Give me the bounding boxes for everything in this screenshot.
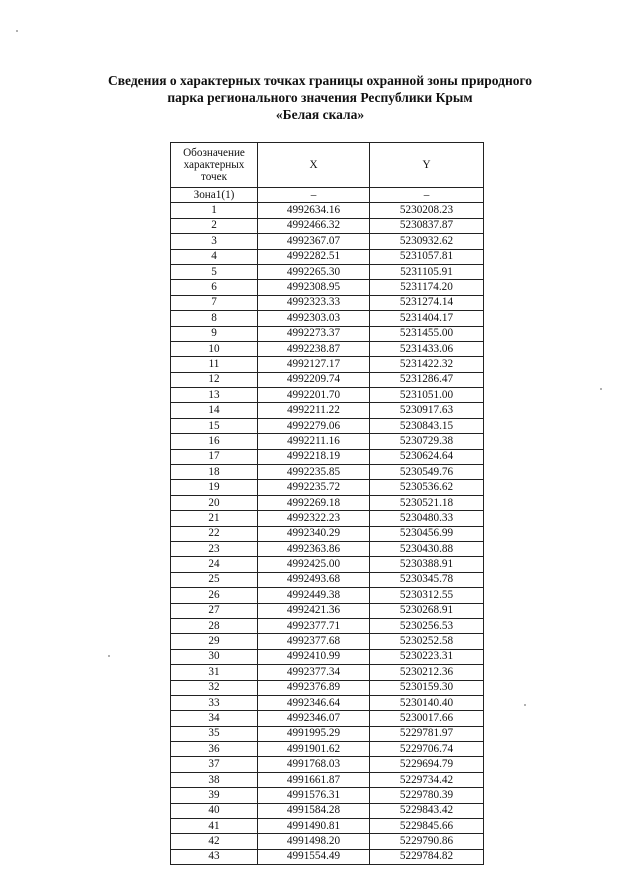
y-cell: 5231105.91: [370, 264, 484, 279]
x-cell: 4992363.86: [258, 541, 370, 556]
x-cell: 4992376.89: [258, 680, 370, 695]
table-row: [171, 557, 484, 572]
y-cell: 5230536.62: [370, 480, 484, 495]
y-cell: 5230480.33: [370, 511, 484, 526]
y-cell: 5230843.15: [370, 418, 484, 433]
x-cell: 4992209.74: [258, 372, 370, 387]
y-cell: 5230268.91: [370, 603, 484, 618]
y-cell: 5230252.58: [370, 634, 484, 649]
y-cell: 5231404.17: [370, 311, 484, 326]
y-cell: 5229694.79: [370, 757, 484, 772]
table-row: [171, 357, 484, 372]
x-cell: 4992322.23: [258, 511, 370, 526]
x-cell: 4992377.71: [258, 618, 370, 633]
y-cell: 5230256.53: [370, 618, 484, 633]
x-cell: 4992273.37: [258, 326, 370, 341]
table-row: [171, 434, 484, 449]
y-cell: 5230140.40: [370, 695, 484, 710]
point-cell: 21: [171, 511, 258, 526]
point-cell: 29: [171, 634, 258, 649]
table-row: [171, 711, 484, 726]
point-cell: 9: [171, 326, 258, 341]
header-x: X: [258, 143, 370, 188]
table-row: [171, 311, 484, 326]
point-cell: 15: [171, 418, 258, 433]
table-row: [171, 449, 484, 464]
table-row: [171, 803, 484, 818]
y-cell: 5231455.00: [370, 326, 484, 341]
point-cell: 30: [171, 649, 258, 664]
point-cell: 14: [171, 403, 258, 418]
point-cell: 13: [171, 388, 258, 403]
x-cell: 4991995.29: [258, 726, 370, 741]
x-cell: 4992410.99: [258, 649, 370, 664]
scan-speck: [16, 30, 18, 32]
table-row: [171, 526, 484, 541]
x-cell: 4992269.18: [258, 495, 370, 510]
point-cell: 37: [171, 757, 258, 772]
point-cell: 16: [171, 434, 258, 449]
y-cell: 5229780.39: [370, 788, 484, 803]
table-row: [171, 680, 484, 695]
zone-label: Зона1(1): [171, 188, 258, 203]
y-cell: 5231433.06: [370, 341, 484, 356]
table-row: [171, 665, 484, 680]
table-row: [171, 341, 484, 356]
y-cell: 5230159.30: [370, 680, 484, 695]
coordinates-table: [170, 142, 484, 865]
point-cell: 25: [171, 572, 258, 587]
x-cell: 4992340.29: [258, 526, 370, 541]
table-row: [171, 634, 484, 649]
point-cell: 32: [171, 680, 258, 695]
table-row: [171, 572, 484, 587]
table-row: [171, 603, 484, 618]
point-cell: 40: [171, 803, 258, 818]
point-cell: 3: [171, 234, 258, 249]
y-cell: 5229843.42: [370, 803, 484, 818]
point-cell: 17: [171, 449, 258, 464]
table-row: [171, 742, 484, 757]
y-cell: 5229845.66: [370, 819, 484, 834]
x-cell: 4992377.68: [258, 634, 370, 649]
y-cell: 5231174.20: [370, 280, 484, 295]
table-row: [171, 819, 484, 834]
point-cell: 12: [171, 372, 258, 387]
y-cell: 5230388.91: [370, 557, 484, 572]
table-row: [171, 388, 484, 403]
y-cell: 5230456.99: [370, 526, 484, 541]
y-cell: 5231422.32: [370, 357, 484, 372]
table-row: [171, 218, 484, 233]
point-cell: 36: [171, 742, 258, 757]
table-row: [171, 649, 484, 664]
x-cell: 4992211.22: [258, 403, 370, 418]
x-cell: 4992282.51: [258, 249, 370, 264]
zone-y: –: [370, 188, 484, 203]
y-cell: 5230837.87: [370, 218, 484, 233]
point-cell: 28: [171, 618, 258, 633]
table-row: [171, 234, 484, 249]
header-point: Обозначение характерных точек: [171, 143, 258, 188]
x-cell: 4992218.19: [258, 449, 370, 464]
point-cell: 5: [171, 264, 258, 279]
table-row: [171, 249, 484, 264]
y-cell: 5230917.63: [370, 403, 484, 418]
scan-speck: [600, 388, 602, 390]
point-cell: 24: [171, 557, 258, 572]
header-y: Y: [370, 143, 484, 188]
x-cell: 4992346.07: [258, 711, 370, 726]
y-cell: 5230312.55: [370, 588, 484, 603]
x-cell: 4991498.20: [258, 834, 370, 849]
table-row: [171, 326, 484, 341]
table-row: [171, 280, 484, 295]
zone-row: [171, 188, 484, 203]
point-cell: 42: [171, 834, 258, 849]
x-cell: 4992279.06: [258, 418, 370, 433]
point-cell: 27: [171, 603, 258, 618]
y-cell: 5230017.66: [370, 711, 484, 726]
point-cell: 23: [171, 541, 258, 556]
y-cell: 5230223.31: [370, 649, 484, 664]
title-line-1: Сведения о характерных точках границы охранной зоны природного: [107, 73, 533, 88]
x-cell: 4991576.31: [258, 788, 370, 803]
point-cell: 35: [171, 726, 258, 741]
y-cell: 5229781.97: [370, 726, 484, 741]
title-line-2: парка регионального значения Республики Крым: [167, 90, 473, 105]
x-cell: 4992238.87: [258, 341, 370, 356]
y-cell: 5229790.86: [370, 834, 484, 849]
x-cell: 4992449.38: [258, 588, 370, 603]
y-cell: 5231286.47: [370, 372, 484, 387]
table-row: [171, 480, 484, 495]
point-cell: 22: [171, 526, 258, 541]
scan-speck: [524, 704, 526, 706]
point-cell: 2: [171, 218, 258, 233]
table-row: [171, 772, 484, 787]
x-cell: 4991490.81: [258, 819, 370, 834]
x-cell: 4992127.17: [258, 357, 370, 372]
y-cell: 5230549.76: [370, 465, 484, 480]
point-cell: 4: [171, 249, 258, 264]
title-line-3: «Белая скала»: [275, 107, 365, 122]
zone-x: –: [258, 188, 370, 203]
y-cell: 5230345.78: [370, 572, 484, 587]
x-cell: 4992493.68: [258, 572, 370, 587]
point-cell: 18: [171, 465, 258, 480]
point-cell: 43: [171, 849, 258, 864]
y-cell: 5229784.82: [370, 849, 484, 864]
x-cell: 4991584.28: [258, 803, 370, 818]
table-row: [171, 849, 484, 864]
document-title: [0, 72, 640, 123]
x-cell: 4992235.72: [258, 480, 370, 495]
table-row: [171, 834, 484, 849]
x-cell: 4992634.16: [258, 203, 370, 218]
y-cell: 5230624.64: [370, 449, 484, 464]
x-cell: 4992201.70: [258, 388, 370, 403]
point-cell: 31: [171, 665, 258, 680]
x-cell: 4991661.87: [258, 772, 370, 787]
table-row: [171, 757, 484, 772]
table-row: [171, 726, 484, 741]
y-cell: 5229706.74: [370, 742, 484, 757]
table-row: [171, 788, 484, 803]
x-cell: 4992421.36: [258, 603, 370, 618]
y-cell: 5231057.81: [370, 249, 484, 264]
y-cell: 5229734.42: [370, 772, 484, 787]
y-cell: 5230729.38: [370, 434, 484, 449]
table-row: [171, 618, 484, 633]
y-cell: 5230521.18: [370, 495, 484, 510]
point-cell: 33: [171, 695, 258, 710]
y-cell: 5230430.88: [370, 541, 484, 556]
x-cell: 4992466.32: [258, 218, 370, 233]
table-row: [171, 465, 484, 480]
table-row: [171, 372, 484, 387]
table-row: [171, 295, 484, 310]
point-cell: 20: [171, 495, 258, 510]
x-cell: 4992235.85: [258, 465, 370, 480]
point-cell: 34: [171, 711, 258, 726]
x-cell: 4992346.64: [258, 695, 370, 710]
x-cell: 4992377.34: [258, 665, 370, 680]
point-cell: 8: [171, 311, 258, 326]
x-cell: 4991901.62: [258, 742, 370, 757]
table-row: [171, 541, 484, 556]
point-cell: 6: [171, 280, 258, 295]
y-cell: 5230212.36: [370, 665, 484, 680]
table-row: [171, 495, 484, 510]
point-cell: 38: [171, 772, 258, 787]
x-cell: 4992265.30: [258, 264, 370, 279]
scan-speck: [108, 655, 110, 657]
table-row: [171, 264, 484, 279]
point-cell: 11: [171, 357, 258, 372]
point-cell: 1: [171, 203, 258, 218]
x-cell: 4992303.03: [258, 311, 370, 326]
x-cell: 4991768.03: [258, 757, 370, 772]
point-cell: 41: [171, 819, 258, 834]
x-cell: 4992308.95: [258, 280, 370, 295]
table-row: [171, 403, 484, 418]
y-cell: 5231274.14: [370, 295, 484, 310]
table-row: [171, 203, 484, 218]
table-row: [171, 695, 484, 710]
y-cell: 5230932.62: [370, 234, 484, 249]
y-cell: 5230208.23: [370, 203, 484, 218]
table-header-row: [171, 143, 484, 188]
y-cell: 5231051.00: [370, 388, 484, 403]
x-cell: 4992211.16: [258, 434, 370, 449]
point-cell: 39: [171, 788, 258, 803]
x-cell: 4991554.49: [258, 849, 370, 864]
table-row: [171, 418, 484, 433]
x-cell: 4992425.00: [258, 557, 370, 572]
table-row: [171, 588, 484, 603]
table-row: [171, 511, 484, 526]
point-cell: 26: [171, 588, 258, 603]
x-cell: 4992367.07: [258, 234, 370, 249]
x-cell: 4992323.33: [258, 295, 370, 310]
point-cell: 19: [171, 480, 258, 495]
point-cell: 7: [171, 295, 258, 310]
point-cell: 10: [171, 341, 258, 356]
